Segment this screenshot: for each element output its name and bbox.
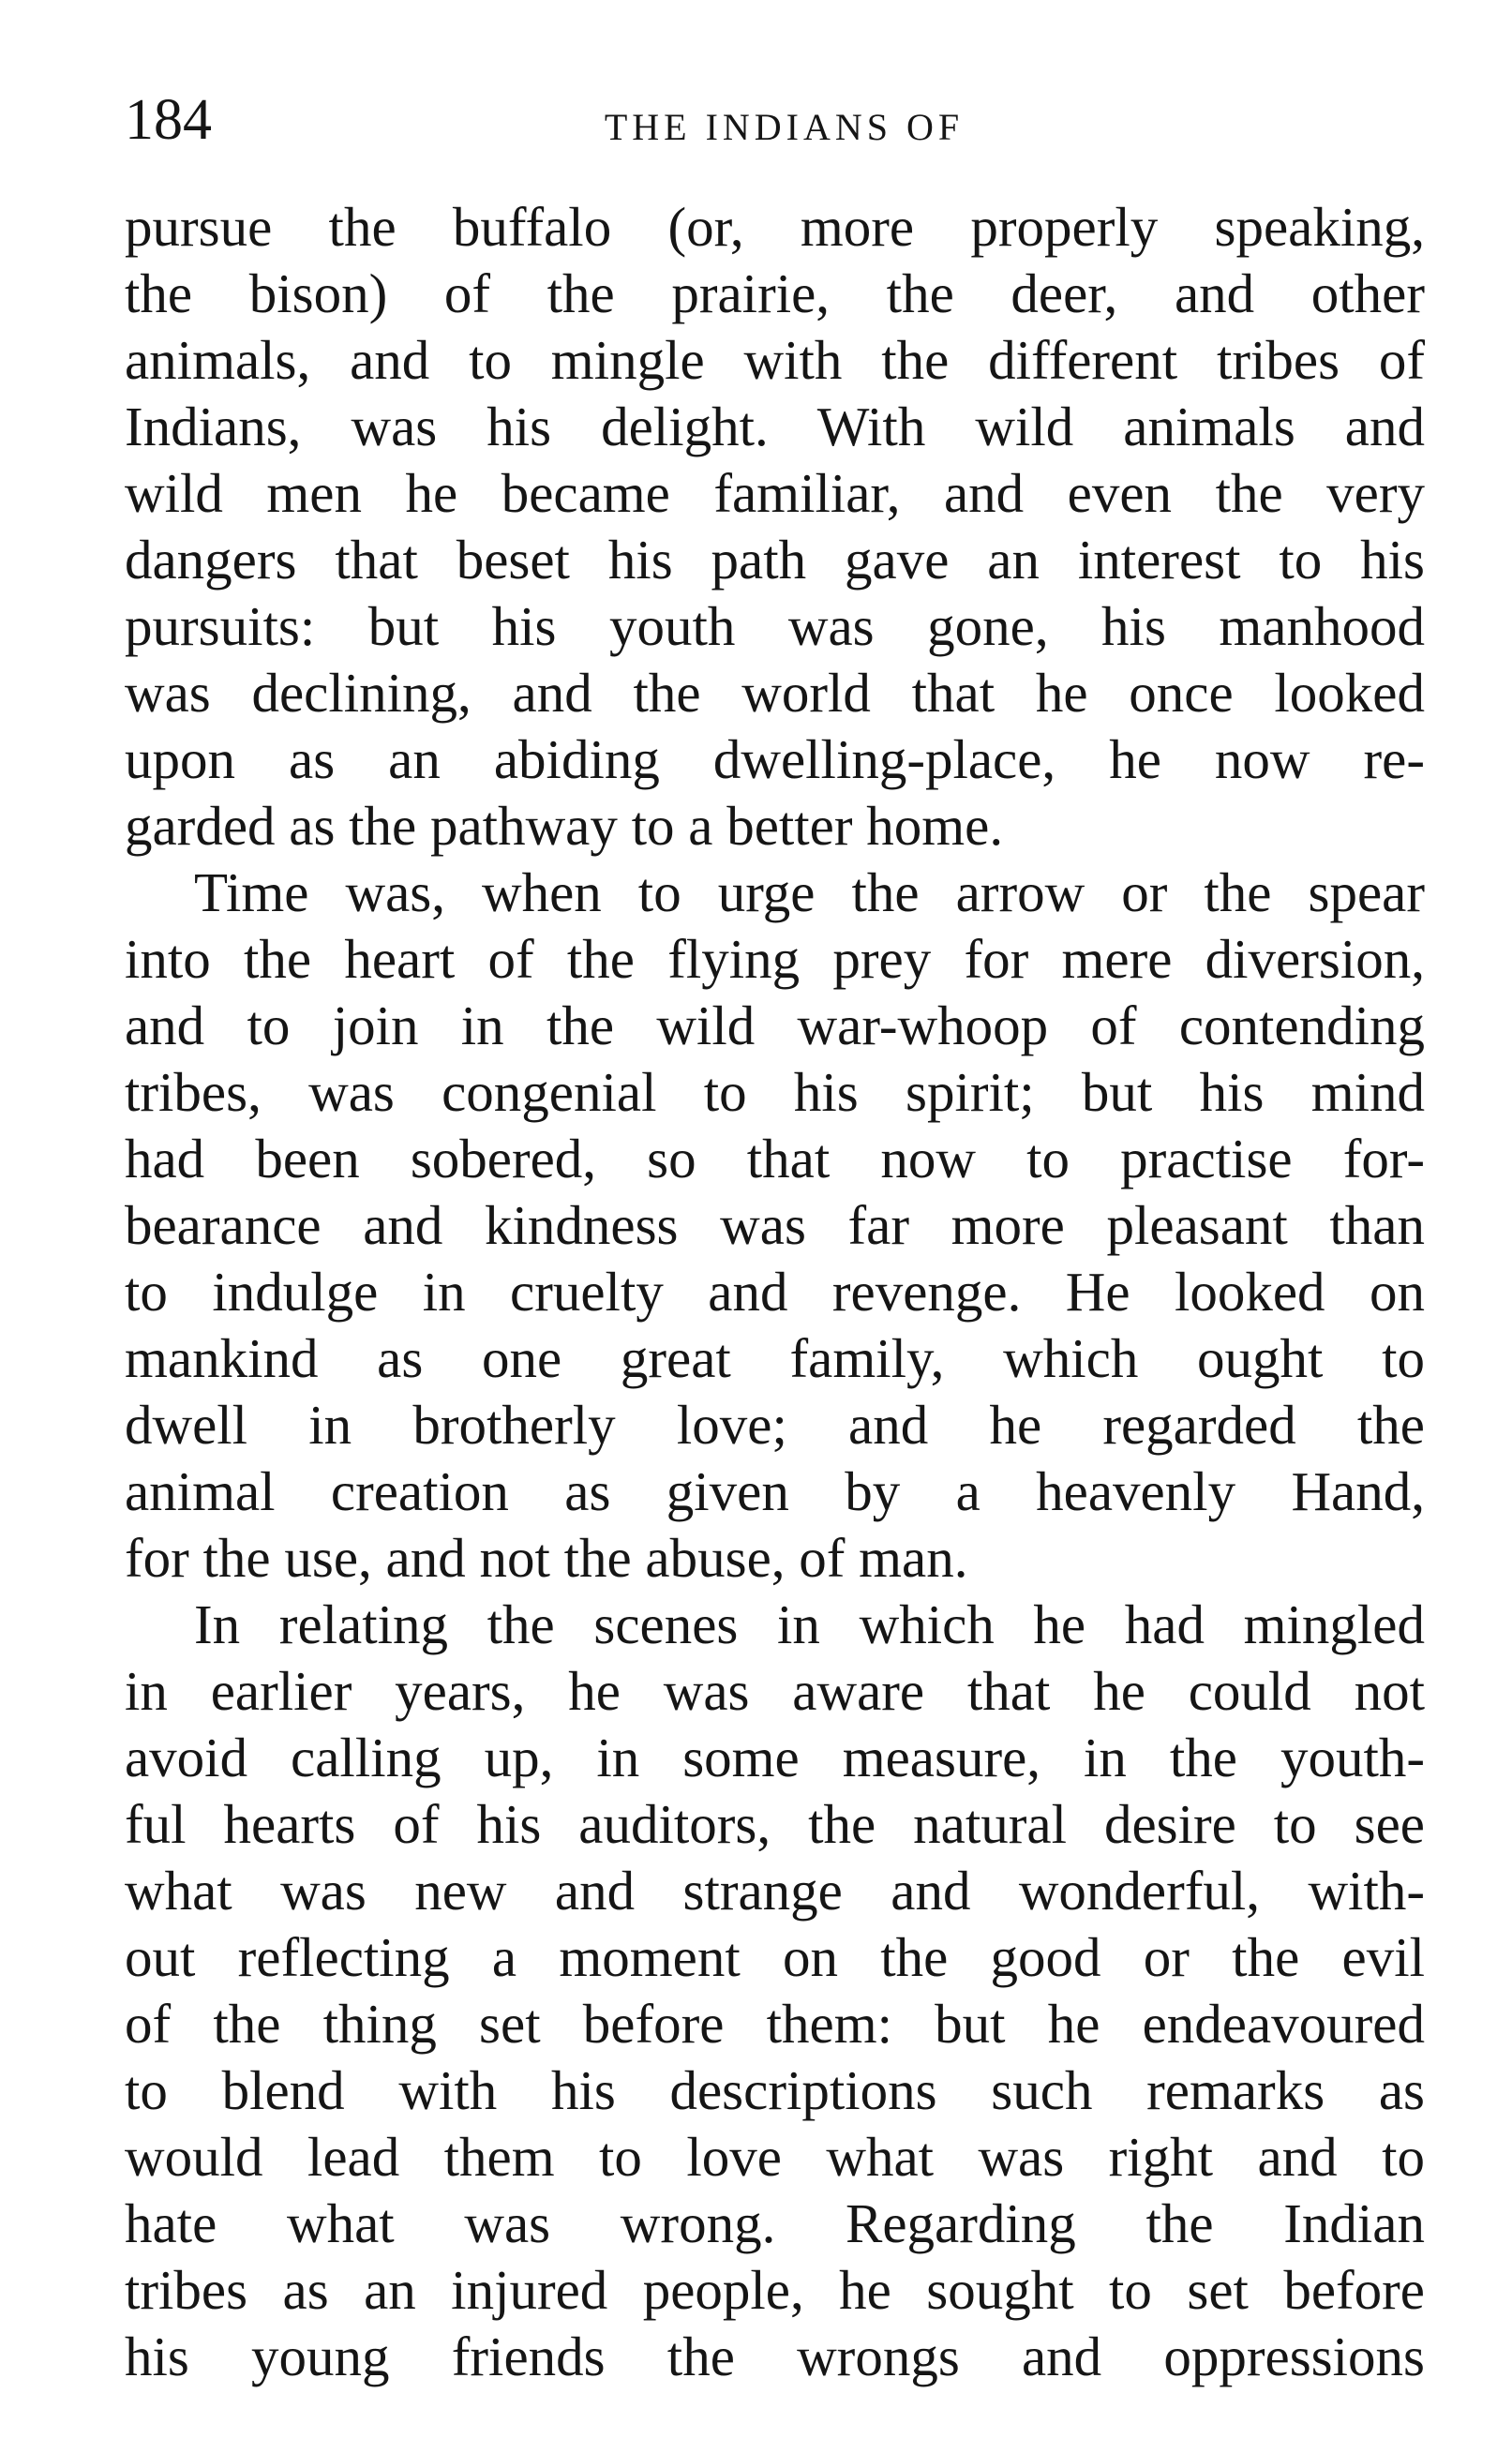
paragraph-2 — [125, 860, 1425, 1592]
text-line: hate what was wrong. Regarding the Indian — [125, 2192, 1425, 2254]
text-line: pursue the buffalo (or, more properly speaking, — [125, 196, 1425, 258]
running-head: THE INDIANS OF — [604, 106, 965, 148]
text-line: animal creation as given by a heavenly Hand, — [125, 1460, 1425, 1522]
text-line: wild men he became familiar, and even the very — [125, 462, 1425, 524]
text-line: to blend with his descriptions such remarks as — [125, 2059, 1425, 2121]
text-line: mankind as one great family, which ought to — [125, 1327, 1425, 1389]
text-line: Time was, when to urge the arrow or the spear — [194, 861, 1425, 923]
text-line: garded as the pathway to a better home. — [125, 795, 1004, 857]
text-line: what was new and strange and wonderful, with- — [125, 1860, 1425, 1922]
text-line: would lead them to love what was right and to — [125, 2126, 1425, 2188]
text-line: tribes, was congenial to his spirit; but his mind — [125, 1061, 1425, 1123]
body-text — [125, 194, 1425, 2390]
text-line: pursuits: but his youth was gone, his manhood — [125, 595, 1425, 657]
page-number: 184 — [125, 88, 212, 152]
text-line: dangers that beset his path gave an interest to his — [125, 529, 1425, 591]
text-line: in earlier years, he was aware that he could not — [125, 1660, 1425, 1722]
text-line: ful hearts of his auditors, the natural desire to see — [125, 1793, 1425, 1855]
text-line: dwell in brotherly love; and he regarded the — [125, 1394, 1425, 1456]
text-line: was declining, and the world that he once looked — [125, 662, 1425, 724]
paragraph-1 — [125, 194, 1425, 860]
text-line: of the thing set before them: but he endeavoured — [125, 1993, 1425, 2055]
text-line: In relating the scenes in which he had mingled — [194, 1593, 1425, 1655]
text-line: his young friends the wrongs and oppressions — [125, 2326, 1425, 2387]
text-line: for the use, and not the abuse, of man. — [125, 1527, 968, 1589]
text-line: bearance and kindness was far more pleasant than — [125, 1194, 1425, 1256]
text-line: had been sobered, so that now to practise for- — [125, 1128, 1425, 1189]
text-line: avoid calling up, in some measure, in the youth- — [125, 1727, 1425, 1788]
text-line: Indians, was his delight. With wild animals and — [125, 396, 1425, 457]
text-line: to indulge in cruelty and revenge. He looked on — [125, 1261, 1425, 1323]
text-line: tribes as an injured people, he sought to set before — [125, 2259, 1425, 2321]
page-header — [125, 82, 1425, 157]
text-line: and to join in the wild war-whoop of contending — [125, 995, 1425, 1056]
text-line: the bison) of the prairie, the deer, and other — [125, 262, 1425, 324]
text-line: animals, and to mingle with the different tribes of — [125, 329, 1425, 391]
text-line: upon as an abiding dwelling-place, he now re- — [125, 728, 1425, 790]
paragraph-3 — [125, 1592, 1425, 2390]
text-line: into the heart of the flying prey for mere diversion, — [125, 928, 1425, 990]
text-line: out reflecting a moment on the good or the evil — [125, 1926, 1425, 1988]
